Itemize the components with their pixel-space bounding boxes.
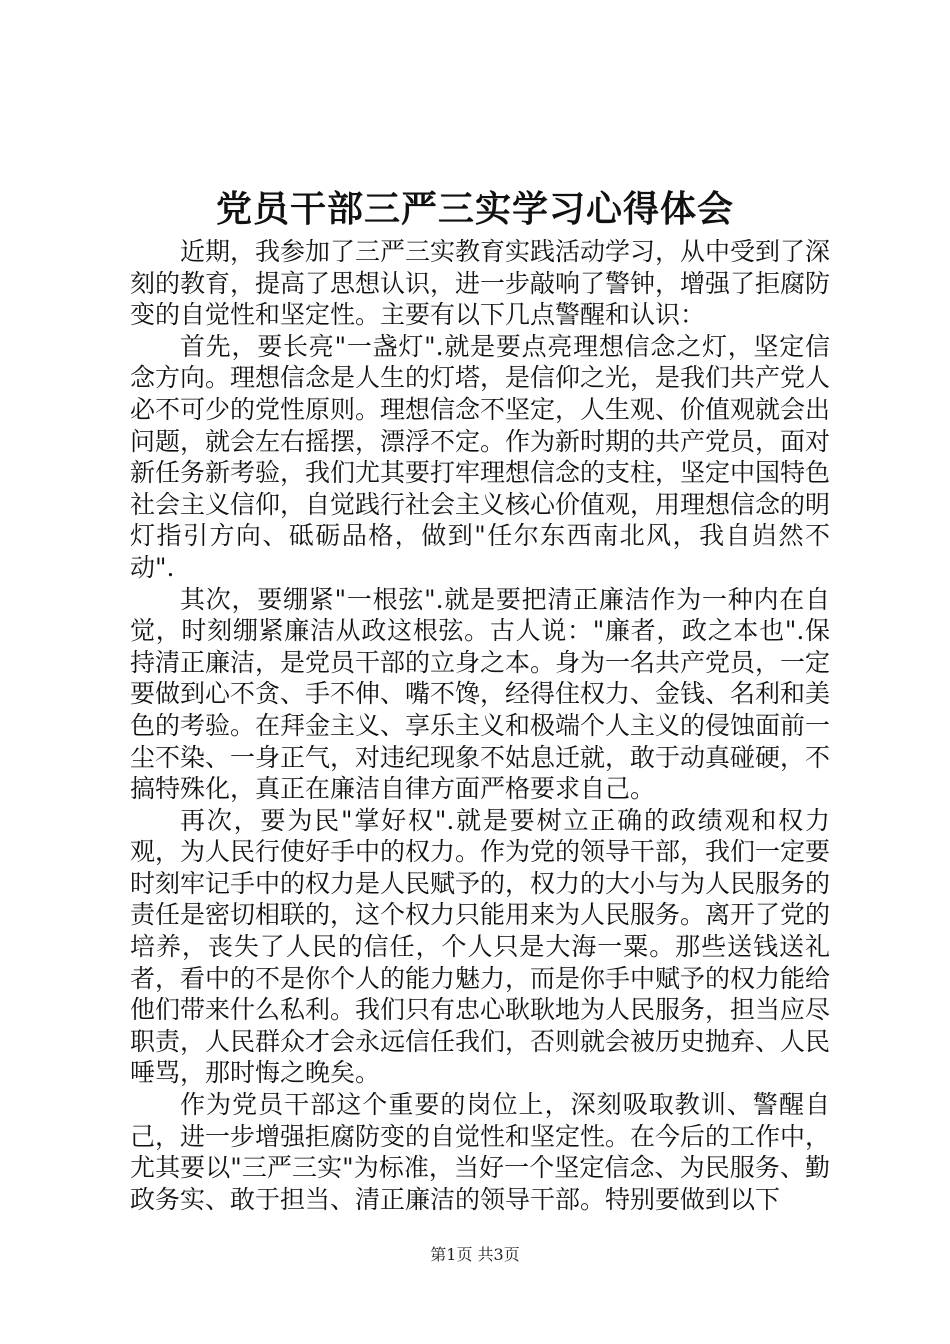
- paragraph-conclusion: 作为党员干部这个重要的岗位上，深刻吸取教训、警醒自己，进一步增强拒腐防变的自觉性和坚定性。在今后的工作中，尤其要以"三严三实"为标准，当好一个坚定信念、为民服务、勤政务实、敢于担当、清正廉洁的领导干部。特别要做到以下: [130, 1090, 831, 1214]
- paragraph-first-point: 首先，要长亮"一盏灯".就是要点亮理想信念之灯，坚定信念方向。理想信念是人生的灯塔，是信仰之光，是我们共产党人必不可少的党性原则。理想信念不坚定，人生观、价值观就会出问题，就会左右摇摆，漂浮不定。作为新时期的共产党员，面对新任务新考验，我们尤其要打牢理想信念的支柱，坚定中国特色社会主义信仰，自觉践行社会主义核心价值观，用理想信念的明灯指引方向、砥砺品格，做到"任尔东西南北风，我自岿然不动".: [130, 331, 831, 582]
- document-body: [130, 236, 830, 1215]
- paragraph-intro: 近期，我参加了三严三实教育实践活动学习，从中受到了深刻的教育，提高了思想认识，进一步敲响了警钟，增强了拒腐防变的自觉性和坚定性。主要有以下几点警醒和认识：: [130, 237, 831, 330]
- paragraph-third-point: 再次，要为民"掌好权".就是要树立正确的政绩观和权力观，为人民行使好手中的权力。作为党的领导干部，我们一定要时刻牢记手中的权力是人民赋予的，权力的大小与为人民服务的责任是密切相联的，这个权力只能用来为人民服务。离开了党的培养，丧失了人民的信任，个人只是大海一粟。那些送钱送礼者，看中的不是你个人的能力魅力，而是你手中赋予的权力能给他们带来什么私利。我们只有忠心耿耿地为人民服务，担当应尽职责，人民群众才会永远信任我们，否则就会被历史抛弃、人民唾骂，那时悔之晚矣。: [130, 805, 831, 1088]
- document-title: 党员干部三严三实学习心得体会: [215, 189, 734, 230]
- paragraph-second-point: 其次，要绷紧"一根弦".就是要把清正廉洁作为一种内在自觉，时刻绷紧廉洁从政这根弦。古人说："廉者，政之本也".保持清正廉洁，是党员干部的立身之本。身为一名共产党员，一定要做到心不贪、手不伸、嘴不馋，经得住权力、金钱、名利和美色的考验。在拜金主义、享乐主义和极端个人主义的侵蚀面前一尘不染、一身正气，对违纪现象不姑息迁就，敢于动真碰硬，不搞特殊化，真正在廉洁自律方面严格要求自己。: [130, 584, 831, 804]
- page-number-footer: 第1页 共3页: [430, 1245, 520, 1264]
